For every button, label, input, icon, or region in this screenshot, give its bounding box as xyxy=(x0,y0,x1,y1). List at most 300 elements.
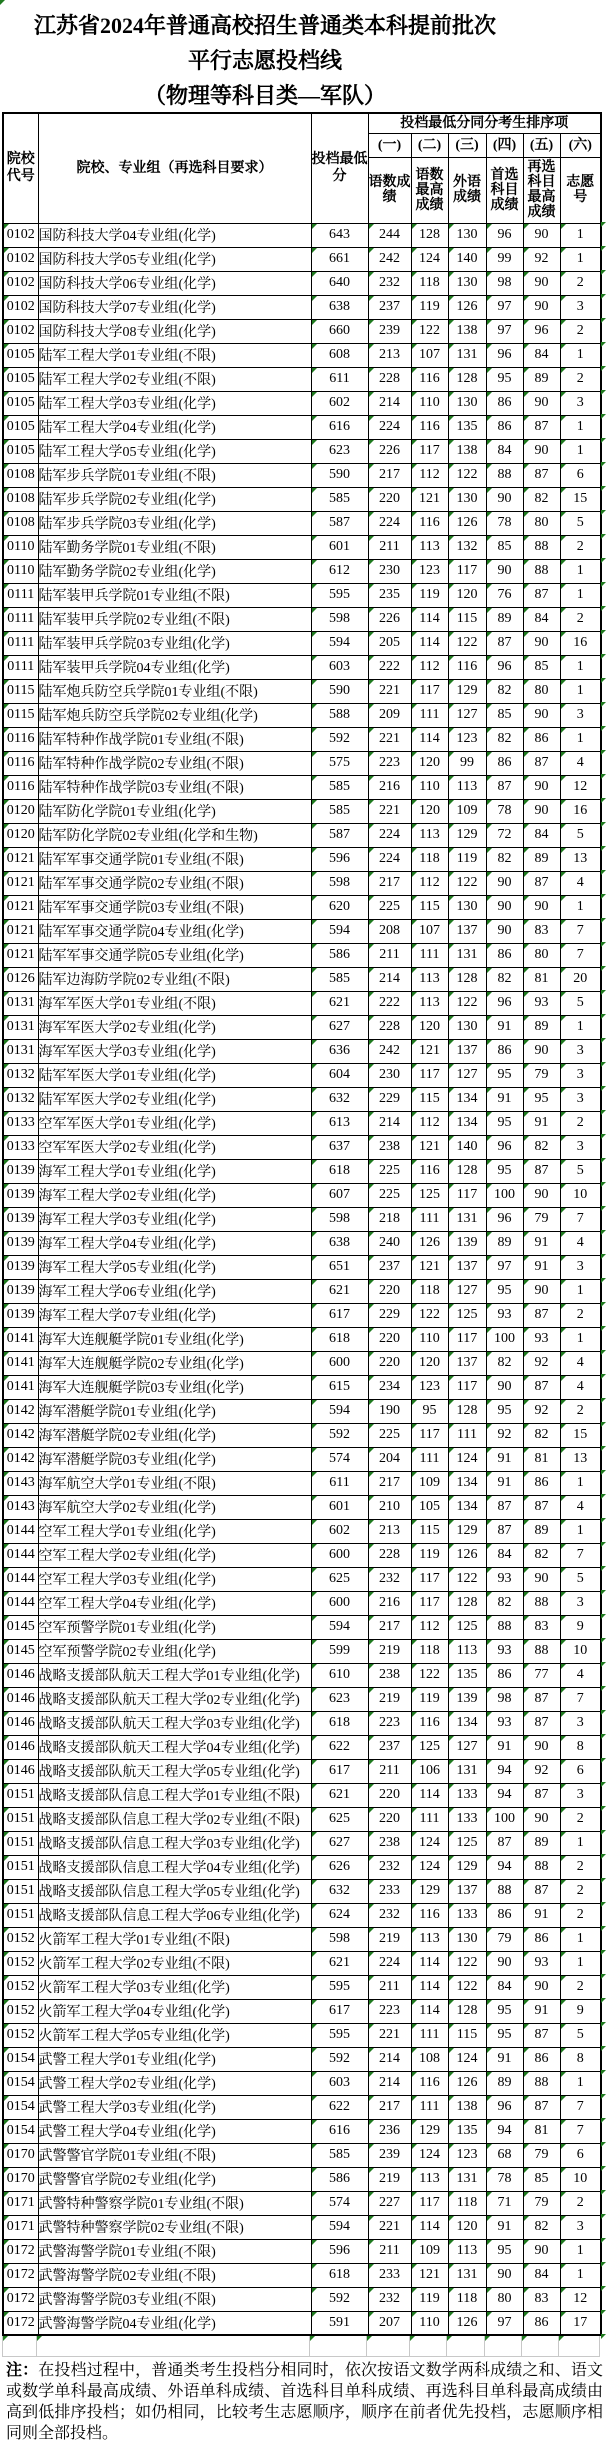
cell-rank-1: 228 xyxy=(368,1015,411,1039)
cell-group-name: 陆军特种作战学院01专业组(不限) xyxy=(38,727,311,751)
cell-rank-1: 240 xyxy=(368,1231,411,1255)
cell-rank-1: 222 xyxy=(368,655,411,679)
cell-rank-2: 106 xyxy=(411,1759,448,1783)
cell-rank-2: 111 xyxy=(411,943,448,967)
cell-college-code: 0115 xyxy=(3,703,38,727)
cell-group-name: 武警特种警察学院02专业组(不限) xyxy=(38,2215,311,2239)
cell-rank-1: 211 xyxy=(368,943,411,967)
cell-rank-4: 93 xyxy=(486,1639,523,1663)
cell-rank-5: 84 xyxy=(523,607,560,631)
cell-rank-6: 12 xyxy=(560,775,601,799)
cell-rank-2: 114 xyxy=(411,727,448,751)
next-column-indicator-icon xyxy=(601,750,606,755)
cell-rank-6: 13 xyxy=(560,847,601,871)
cell-rank-2: 126 xyxy=(411,1231,448,1255)
table-row xyxy=(3,1615,601,1639)
cell-rank-2: 114 xyxy=(411,2215,448,2239)
cell-rank-4: 82 xyxy=(486,1351,523,1375)
cell-rank-2: 120 xyxy=(411,751,448,775)
cell-group-name: 空军工程大学01专业组(化学) xyxy=(38,1519,311,1543)
table-row xyxy=(3,1015,601,1039)
cell-rank-6: 6 xyxy=(560,1759,601,1783)
cell-rank-4: 96 xyxy=(486,1135,523,1159)
cell-rank-4: 86 xyxy=(486,1039,523,1063)
cell-rank-1: 225 xyxy=(368,1159,411,1183)
cell-rank-2: 115 xyxy=(411,895,448,919)
cell-rank-4: 98 xyxy=(486,271,523,295)
cell-rank-1: 219 xyxy=(368,2167,411,2191)
table-row xyxy=(3,1471,601,1495)
cell-rank-3: 122 xyxy=(448,1975,486,1999)
cell-college-code: 0102 xyxy=(3,295,38,319)
cell-rank-4: 95 xyxy=(486,1279,523,1303)
cell-rank-1: 221 xyxy=(368,727,411,751)
cell-rank-6: 3 xyxy=(560,2215,601,2239)
next-column-indicator-icon xyxy=(601,2166,606,2171)
cell-college-code: 0121 xyxy=(3,895,38,919)
cell-rank-5: 90 xyxy=(523,295,560,319)
cell-min-score: 600 xyxy=(311,1591,368,1615)
cell-group-name: 陆军装甲兵学院04专业组(化学) xyxy=(38,655,311,679)
cell-college-code: 0121 xyxy=(3,847,38,871)
cell-group-name: 国防科技大学07专业组(化学) xyxy=(38,295,311,319)
cell-rank-2: 116 xyxy=(411,511,448,535)
next-column-indicator-icon xyxy=(601,966,606,971)
cell-min-score: 621 xyxy=(311,1279,368,1303)
cell-rank-1: 209 xyxy=(368,703,411,727)
cell-rank-2: 117 xyxy=(411,439,448,463)
table-row xyxy=(3,1855,601,1879)
cell-college-code: 0139 xyxy=(3,1303,38,1327)
cell-group-name: 武警海警学院02专业组(不限) xyxy=(38,2263,311,2287)
next-column-indicator-icon xyxy=(601,1950,606,1955)
cell-rank-1: 217 xyxy=(368,1471,411,1495)
table-row xyxy=(3,967,601,991)
cell-rank-1: 234 xyxy=(368,1375,411,1399)
cell-college-code: 0132 xyxy=(3,1087,38,1111)
cell-rank-5: 90 xyxy=(523,1183,560,1207)
table-row xyxy=(3,1639,601,1663)
cell-min-score: 574 xyxy=(311,2191,368,2215)
cell-min-score: 632 xyxy=(311,1879,368,1903)
cell-group-name: 战略支援部队信息工程大学03专业组(化学) xyxy=(38,1831,311,1855)
cell-rank-3: 139 xyxy=(448,1687,486,1711)
cell-rank-1: 226 xyxy=(368,607,411,631)
cell-min-score: 617 xyxy=(311,1759,368,1783)
table-row xyxy=(3,511,601,535)
empty-cell xyxy=(485,2336,522,2357)
cell-rank-4: 90 xyxy=(486,919,523,943)
table-row xyxy=(3,1903,601,1927)
cell-rank-2: 114 xyxy=(411,1783,448,1807)
cell-college-code: 0139 xyxy=(3,1183,38,1207)
next-column-indicator-icon xyxy=(601,846,606,851)
cell-rank-1: 204 xyxy=(368,1447,411,1471)
cell-rank-2: 117 xyxy=(411,1063,448,1087)
cell-rank-3: 126 xyxy=(448,2071,486,2095)
cell-college-code: 0131 xyxy=(3,1039,38,1063)
cell-rank-4: 88 xyxy=(486,1879,523,1903)
cell-rank-2: 128 xyxy=(411,223,448,247)
cell-group-name: 国防科技大学08专业组(化学) xyxy=(38,319,311,343)
cell-rank-2: 114 xyxy=(411,1975,448,1999)
cell-rank-6: 1 xyxy=(560,1927,601,1951)
table-row xyxy=(3,631,601,655)
next-column-indicator-icon xyxy=(601,1470,606,1475)
cell-group-name: 陆军工程大学04专业组(化学) xyxy=(38,415,311,439)
cell-rank-2: 112 xyxy=(411,1615,448,1639)
cell-group-name: 火箭军工程大学02专业组(不限) xyxy=(38,1951,311,1975)
cell-group-name: 海军军医大学03专业组(化学) xyxy=(38,1039,311,1063)
cell-rank-3: 117 xyxy=(448,559,486,583)
cell-college-code: 0151 xyxy=(3,1783,38,1807)
cell-group-name: 武警工程大学02专业组(化学) xyxy=(38,2071,311,2095)
next-column-indicator-icon xyxy=(601,1278,606,1283)
cell-rank-3: 134 xyxy=(448,1087,486,1111)
cell-group-name: 海军工程大学05专业组(化学) xyxy=(38,1255,311,1279)
cell-group-name: 武警海警学院01专业组(不限) xyxy=(38,2239,311,2263)
cell-rank-2: 119 xyxy=(411,1543,448,1567)
cell-rank-1: 229 xyxy=(368,1087,411,1111)
cell-rank-6: 3 xyxy=(560,1783,601,1807)
cell-rank-5: 89 xyxy=(523,1831,560,1855)
cell-rank-3: 109 xyxy=(448,799,486,823)
cell-group-name: 海军军医大学01专业组(不限) xyxy=(38,991,311,1015)
cell-rank-2: 113 xyxy=(411,823,448,847)
cell-college-code: 0146 xyxy=(3,1663,38,1687)
table-row xyxy=(3,1927,601,1951)
page-title xyxy=(0,8,530,113)
table-row xyxy=(3,2023,601,2047)
cell-college-code: 0111 xyxy=(3,631,38,655)
cell-group-name: 国防科技大学06专业组(化学) xyxy=(38,271,311,295)
empty-cell xyxy=(2,2336,37,2357)
cell-rank-3: 131 xyxy=(448,343,486,367)
cell-rank-3: 131 xyxy=(448,1207,486,1231)
cell-rank-5: 92 xyxy=(523,1399,560,1423)
cell-college-code: 0131 xyxy=(3,991,38,1015)
cell-college-code: 0121 xyxy=(3,919,38,943)
cell-college-code: 0143 xyxy=(3,1495,38,1519)
next-column-indicator-icon xyxy=(601,270,606,275)
cell-rank-4: 96 xyxy=(486,2095,523,2119)
cell-min-score: 617 xyxy=(311,1999,368,2023)
cell-rank-4: 96 xyxy=(486,991,523,1015)
cell-rank-4: 100 xyxy=(486,1807,523,1831)
cell-college-code: 0154 xyxy=(3,2119,38,2143)
cell-rank-4: 88 xyxy=(486,463,523,487)
cell-min-score: 585 xyxy=(311,967,368,991)
cell-rank-1: 223 xyxy=(368,751,411,775)
cell-rank-1: 214 xyxy=(368,2047,411,2071)
table-row xyxy=(3,271,601,295)
cell-rank-6: 1 xyxy=(560,2263,601,2287)
table-row xyxy=(3,415,601,439)
cell-rank-5: 93 xyxy=(523,1951,560,1975)
cell-group-name: 陆军炮兵防空兵学院01专业组(不限) xyxy=(38,679,311,703)
cell-college-code: 0139 xyxy=(3,1279,38,1303)
cell-rank-3: 128 xyxy=(448,1999,486,2023)
table-row xyxy=(3,2047,601,2071)
table-row xyxy=(3,1735,601,1759)
cell-min-score: 643 xyxy=(311,223,368,247)
table-row xyxy=(3,319,601,343)
cell-college-code: 0172 xyxy=(3,2287,38,2311)
cell-rank-2: 112 xyxy=(411,463,448,487)
cell-group-name: 海军潜艇学院01专业组(化学) xyxy=(38,1399,311,1423)
cell-group-name: 战略支援部队航天工程大学04专业组(化学) xyxy=(38,1735,311,1759)
cell-rank-4: 89 xyxy=(486,607,523,631)
cell-rank-3: 113 xyxy=(448,2239,486,2263)
cell-rank-3: 127 xyxy=(448,703,486,727)
cell-min-score: 594 xyxy=(311,1399,368,1423)
cell-rank-1: 217 xyxy=(368,2095,411,2119)
cell-rank-3: 134 xyxy=(448,1471,486,1495)
cell-min-score: 621 xyxy=(311,1951,368,1975)
cell-rank-5: 91 xyxy=(523,1111,560,1135)
next-column-indicator-icon xyxy=(601,942,606,947)
cell-rank-6: 20 xyxy=(560,967,601,991)
table-row xyxy=(3,823,601,847)
cell-rank-5: 83 xyxy=(523,2287,560,2311)
cell-rank-6: 7 xyxy=(560,2119,601,2143)
cell-rank-4: 84 xyxy=(486,1975,523,1999)
table-row xyxy=(3,343,601,367)
cell-min-score: 636 xyxy=(311,1039,368,1063)
cell-rank-6: 2 xyxy=(560,271,601,295)
cell-rank-4: 79 xyxy=(486,1927,523,1951)
table-row xyxy=(3,1519,601,1543)
cell-group-name: 空军工程大学04专业组(化学) xyxy=(38,1591,311,1615)
cell-min-score: 598 xyxy=(311,607,368,631)
cell-rank-3: 128 xyxy=(448,967,486,991)
cell-rank-6: 6 xyxy=(560,2143,601,2167)
cell-rank-4: 89 xyxy=(486,1231,523,1255)
cell-rank-1: 226 xyxy=(368,439,411,463)
cell-group-name: 陆军勤务学院01专业组(不限) xyxy=(38,535,311,559)
cell-rank-6: 3 xyxy=(560,1135,601,1159)
header-rank-label-3: 外语成绩 xyxy=(448,157,486,223)
cell-min-score: 603 xyxy=(311,2071,368,2095)
cell-rank-3: 124 xyxy=(448,2047,486,2071)
table-row xyxy=(3,2119,601,2143)
cell-min-score: 622 xyxy=(311,2095,368,2119)
cell-rank-2: 121 xyxy=(411,2263,448,2287)
cell-rank-6: 10 xyxy=(560,1183,601,1207)
title-line-3: （物理等科目类—军队） xyxy=(143,83,386,108)
cell-rank-4: 90 xyxy=(486,871,523,895)
cell-rank-1: 235 xyxy=(368,583,411,607)
cell-rank-2: 114 xyxy=(411,1951,448,1975)
table-row xyxy=(3,1135,601,1159)
cell-min-score: 620 xyxy=(311,895,368,919)
cell-rank-2: 117 xyxy=(411,1423,448,1447)
cell-rank-2: 111 xyxy=(411,1807,448,1831)
cell-rank-3: 130 xyxy=(448,895,486,919)
cell-rank-6: 1 xyxy=(560,1471,601,1495)
cell-rank-4: 78 xyxy=(486,511,523,535)
table-row xyxy=(3,703,601,727)
next-column-indicator-icon xyxy=(601,2214,606,2219)
cell-college-code: 0172 xyxy=(3,2263,38,2287)
next-column-indicator-icon xyxy=(601,558,606,563)
cell-rank-1: 233 xyxy=(368,1879,411,1903)
cell-rank-6: 15 xyxy=(560,487,601,511)
cell-rank-6: 2 xyxy=(560,1855,601,1879)
cell-rank-6: 4 xyxy=(560,1231,601,1255)
cell-rank-3: 118 xyxy=(448,2191,486,2215)
cell-rank-4: 87 xyxy=(486,631,523,655)
cell-college-code: 0105 xyxy=(3,439,38,463)
cell-rank-1: 220 xyxy=(368,1807,411,1831)
header-college-code: 院校代号 xyxy=(3,113,38,223)
cell-rank-4: 90 xyxy=(486,2263,523,2287)
cell-group-name: 陆军步兵学院01专业组(不限) xyxy=(38,463,311,487)
cell-rank-3: 130 xyxy=(448,223,486,247)
cell-rank-1: 238 xyxy=(368,1135,411,1159)
cell-rank-1: 224 xyxy=(368,823,411,847)
cell-group-name: 海军航空大学02专业组(化学) xyxy=(38,1495,311,1519)
cell-college-code: 0151 xyxy=(3,1831,38,1855)
table-row xyxy=(3,2071,601,2095)
cell-rank-1: 221 xyxy=(368,799,411,823)
cell-min-score: 661 xyxy=(311,247,368,271)
cell-min-score: 602 xyxy=(311,391,368,415)
cell-min-score: 598 xyxy=(311,871,368,895)
cell-rank-2: 123 xyxy=(411,1375,448,1399)
cell-rank-2: 110 xyxy=(411,1327,448,1351)
next-column-indicator-icon xyxy=(601,1038,606,1043)
cell-rank-1: 239 xyxy=(368,319,411,343)
next-column-indicator-icon xyxy=(601,1494,606,1499)
next-column-indicator-icon xyxy=(601,1806,606,1811)
cell-rank-1: 208 xyxy=(368,919,411,943)
cell-rank-4: 91 xyxy=(486,1471,523,1495)
cell-rank-2: 124 xyxy=(411,1855,448,1879)
cell-rank-1: 232 xyxy=(368,1567,411,1591)
cell-group-name: 火箭军工程大学01专业组(不限) xyxy=(38,1927,311,1951)
cell-rank-5: 89 xyxy=(523,847,560,871)
cell-rank-6: 15 xyxy=(560,1423,601,1447)
cell-min-score: 616 xyxy=(311,415,368,439)
cell-rank-2: 108 xyxy=(411,2047,448,2071)
cell-rank-3: 124 xyxy=(448,1447,486,1471)
cell-group-name: 陆军装甲兵学院01专业组(不限) xyxy=(38,583,311,607)
table-row xyxy=(3,1423,601,1447)
cell-group-name: 武警工程大学01专业组(化学) xyxy=(38,2047,311,2071)
cell-rank-2: 119 xyxy=(411,295,448,319)
cell-rank-2: 116 xyxy=(411,1159,448,1183)
cell-group-name: 战略支援部队航天工程大学03专业组(化学) xyxy=(38,1711,311,1735)
cell-rank-3: 122 xyxy=(448,871,486,895)
next-column-indicator-icon xyxy=(601,1638,606,1643)
cell-rank-4: 90 xyxy=(486,487,523,511)
table-row xyxy=(3,871,601,895)
cell-rank-6: 7 xyxy=(560,1207,601,1231)
cell-college-code: 0120 xyxy=(3,823,38,847)
cell-rank-4: 100 xyxy=(486,1327,523,1351)
cell-min-score: 587 xyxy=(311,511,368,535)
cell-rank-3: 129 xyxy=(448,1855,486,1879)
cell-group-name: 战略支援部队信息工程大学04专业组(化学) xyxy=(38,1855,311,1879)
next-column-indicator-icon xyxy=(601,1566,606,1571)
table-row xyxy=(3,439,601,463)
cell-min-score: 625 xyxy=(311,1807,368,1831)
cell-min-score: 600 xyxy=(311,1351,368,1375)
cell-college-code: 0105 xyxy=(3,391,38,415)
cell-rank-5: 87 xyxy=(523,1495,560,1519)
cell-rank-5: 88 xyxy=(523,2071,560,2095)
cell-rank-3: 99 xyxy=(448,751,486,775)
cell-rank-3: 123 xyxy=(448,2143,486,2167)
cell-rank-4: 96 xyxy=(486,223,523,247)
cell-min-score: 585 xyxy=(311,487,368,511)
cell-group-name: 海军工程大学01专业组(化学) xyxy=(38,1159,311,1183)
cell-rank-3: 126 xyxy=(448,2311,486,2335)
cell-rank-2: 111 xyxy=(411,703,448,727)
cell-rank-2: 111 xyxy=(411,2095,448,2119)
cell-rank-1: 214 xyxy=(368,391,411,415)
next-column-indicator-icon xyxy=(601,486,606,491)
cell-rank-5: 81 xyxy=(523,967,560,991)
cell-rank-2: 121 xyxy=(411,487,448,511)
next-column-indicator-icon xyxy=(601,414,606,419)
cell-rank-1: 214 xyxy=(368,2071,411,2095)
cell-rank-5: 90 xyxy=(523,1039,560,1063)
next-column-indicator-icon xyxy=(601,1614,606,1619)
cell-rank-3: 130 xyxy=(448,1927,486,1951)
cell-rank-5: 79 xyxy=(523,2143,560,2167)
next-column-indicator-icon xyxy=(601,1926,606,1931)
cell-rank-2: 95 xyxy=(411,1399,448,1423)
cell-rank-5: 88 xyxy=(523,1855,560,1879)
cell-rank-2: 116 xyxy=(411,1711,448,1735)
next-column-indicator-icon xyxy=(601,1758,606,1763)
next-column-indicator-icon xyxy=(601,2142,606,2147)
cell-rank-3: 134 xyxy=(448,1711,486,1735)
cell-rank-4: 86 xyxy=(486,1903,523,1927)
cell-min-score: 625 xyxy=(311,1567,368,1591)
cell-rank-1: 223 xyxy=(368,1711,411,1735)
cell-rank-5: 83 xyxy=(523,1615,560,1639)
cell-college-code: 0172 xyxy=(3,2311,38,2335)
cell-rank-6: 3 xyxy=(560,1255,601,1279)
next-column-indicator-icon xyxy=(601,462,606,467)
cell-rank-1: 213 xyxy=(368,343,411,367)
next-column-indicator-icon xyxy=(601,438,606,443)
cell-rank-1: 211 xyxy=(368,535,411,559)
cell-college-code: 0116 xyxy=(3,775,38,799)
cell-rank-5: 90 xyxy=(523,703,560,727)
cell-rank-6: 1 xyxy=(560,1015,601,1039)
cell-rank-2: 122 xyxy=(411,1663,448,1687)
cell-rank-3: 137 xyxy=(448,1351,486,1375)
cell-rank-3: 137 xyxy=(448,1255,486,1279)
cell-rank-3: 134 xyxy=(448,1111,486,1135)
cell-rank-6: 7 xyxy=(560,919,601,943)
cell-rank-3: 122 xyxy=(448,463,486,487)
cell-rank-6: 1 xyxy=(560,583,601,607)
cell-group-name: 陆军装甲兵学院02专业组(不限) xyxy=(38,607,311,631)
cell-rank-1: 228 xyxy=(368,1543,411,1567)
cell-rank-3: 131 xyxy=(448,943,486,967)
cell-rank-5: 95 xyxy=(523,1087,560,1111)
cell-min-score: 585 xyxy=(311,775,368,799)
cell-rank-4: 95 xyxy=(486,1159,523,1183)
table-row xyxy=(3,1159,601,1183)
next-column-indicator-icon xyxy=(601,1782,606,1787)
cell-rank-3: 135 xyxy=(448,415,486,439)
